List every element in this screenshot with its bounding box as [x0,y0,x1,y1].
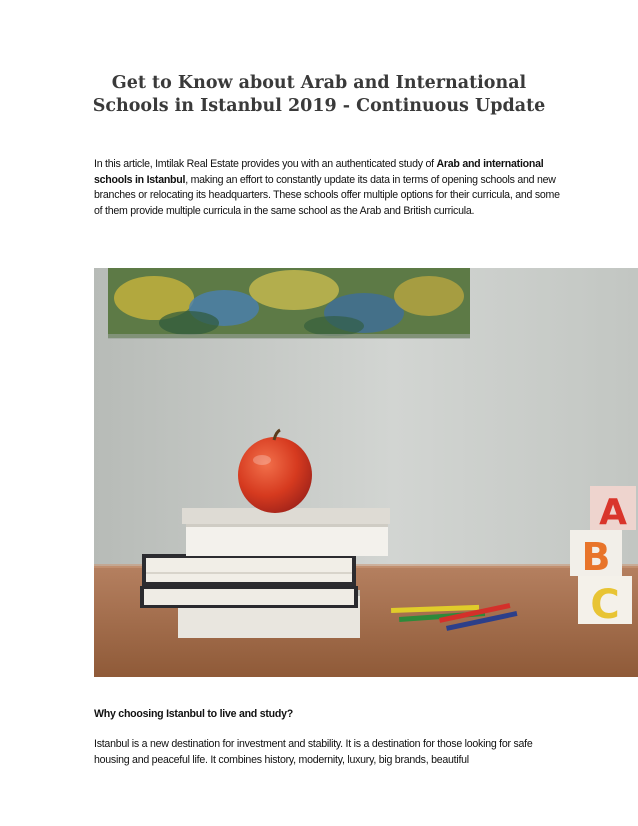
wall-painting [108,268,470,339]
intro-bold-link-text: Arab and international schools in Istanbul [94,158,544,186]
title-line-1: Get to Know about Arab and International [111,73,527,93]
block-a-letter: A [599,492,627,533]
section-heading: Why choosing Istanbul to live and study? [94,708,293,720]
block-c-letter: C [590,582,620,628]
intro-paragraph [94,157,564,219]
document-title [60,72,578,118]
title-line-2: Schools in Istanbul 2019 - Continuous Update [92,96,546,116]
hero-photo [94,268,638,677]
block-b-letter: B [581,535,611,579]
intro-text-1: In this article, Imtilak Real Estate provides you with an authenticated study of [94,158,437,170]
section-paragraph: Istanbul is a new destination for investment and stability. It is a destination for those looking for safe housing and peaceful life. It combines history, modernity, luxury, big brands, beautiful [94,738,533,766]
intro-text-2: , making an effort to constantly update its data in terms of opening schools and new branches or relocating its headquarters. These schools offer multiple options for their curricula, and some of them provide multiple curricula in the same school as the Arab and British curricula. [94,173,560,217]
